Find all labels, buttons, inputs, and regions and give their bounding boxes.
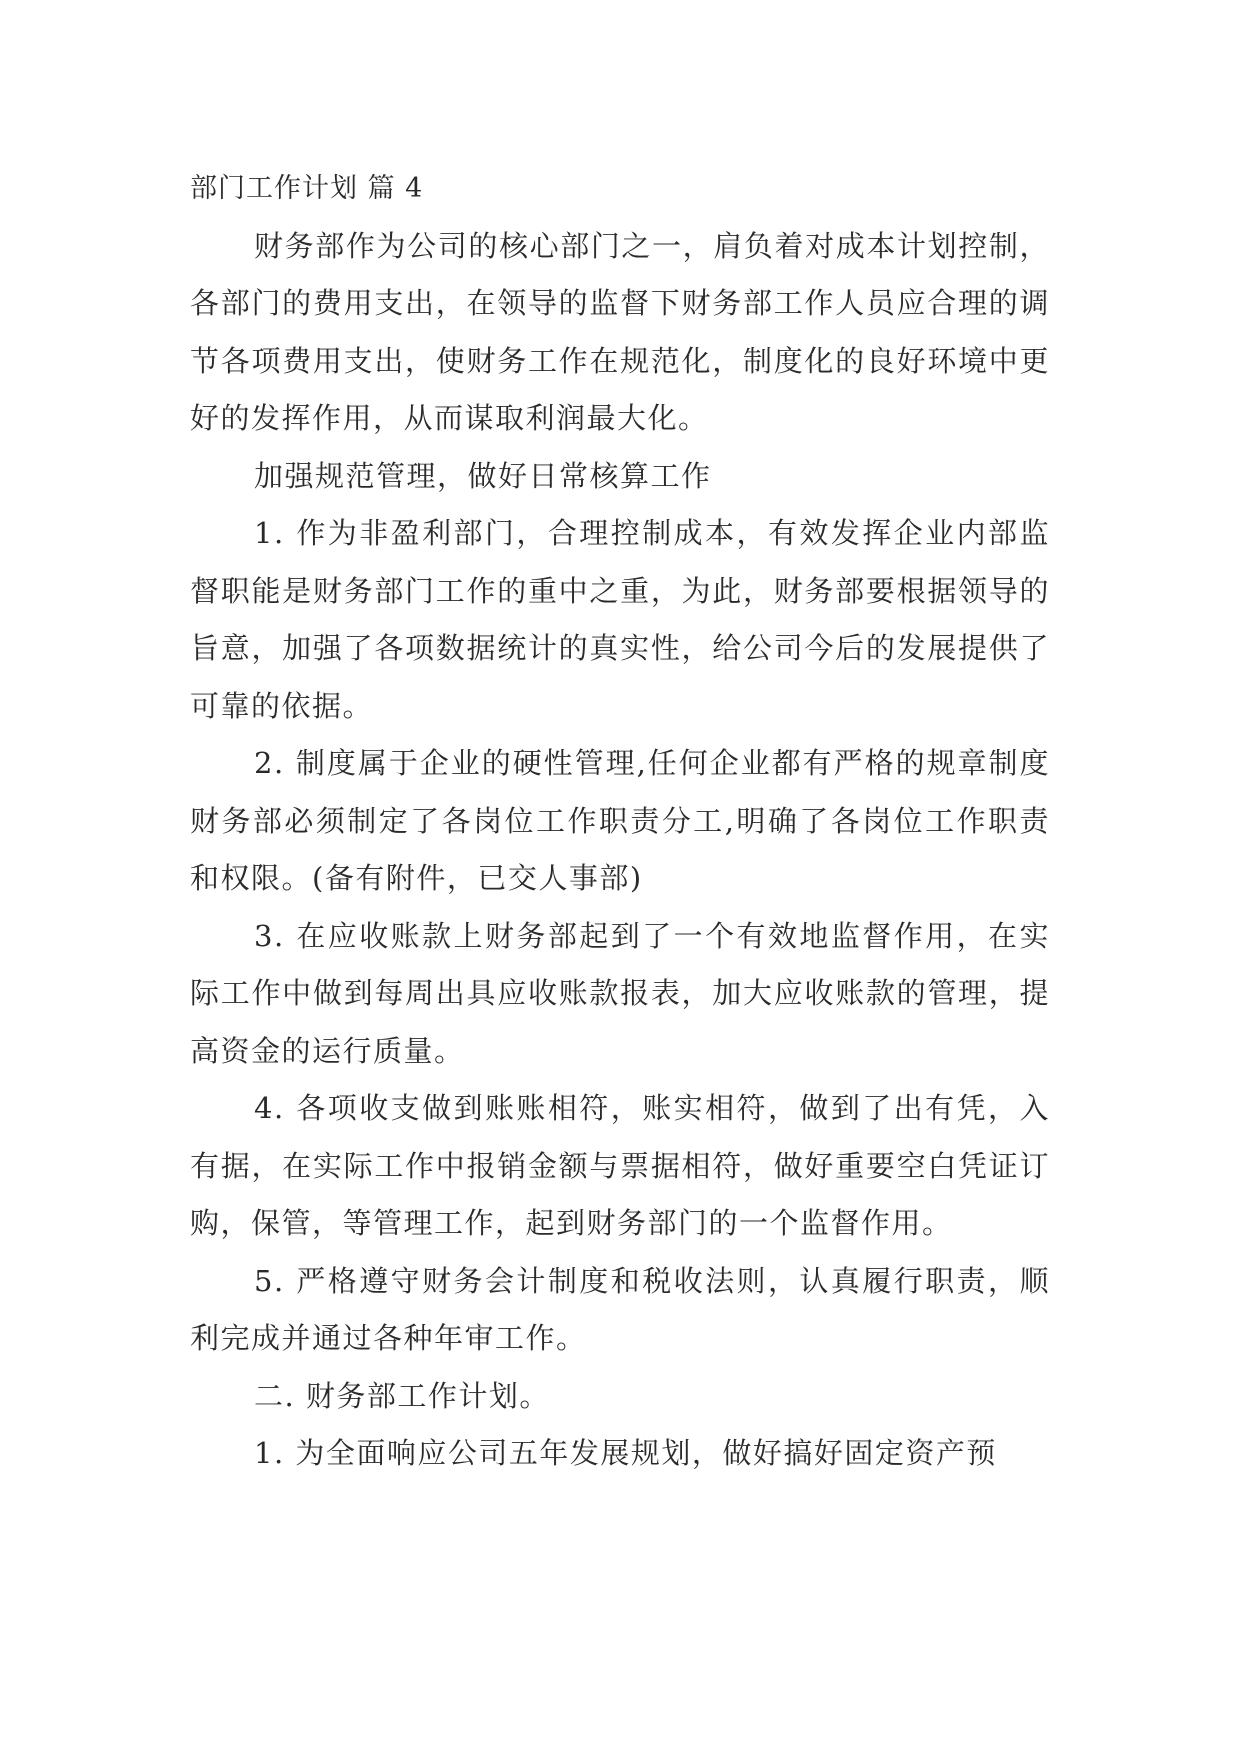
paragraph-item-2: 2. 制度属于企业的硬性管理,任何企业都有严格的规章制度财务部必须制定了各岗位工作职责分工,明确了各岗位工作职责和权限。(备有附件，已交人事部) xyxy=(190,746,1050,895)
paragraph-section-2-item-1: 1. 为全面响应公司五年发展规划，做好搞好固定资产预 xyxy=(254,1436,997,1470)
paragraph-heading-management: 加强规范管理，做好日常核算工作 xyxy=(254,458,712,493)
paragraph-section-2-heading: 二. 财务部工作计划。 xyxy=(254,1378,550,1413)
document-title: 部门工作计划 篇 4 xyxy=(190,173,424,204)
paragraph-item-4: 4. 各项收支做到账账相符，账实相符，做到了出有凭，入有据，在实际工作中报销金额与票据相符，做好重要空白凭证订购，保管，等管理工作，起到财务部门的一个监督作用。 xyxy=(190,1091,1050,1240)
paragraph-intro: 财务部作为公司的核心部门之一，肩负着对成本计划控制，各部门的费用支出，在领导的监督下财务部工作人员应合理的调节各项费用支出，使财务工作在规范化，制度化的良好环境中更好的发挥作用，从而谋取利润最大化。 xyxy=(190,228,1050,435)
paragraph-item-1: 1. 作为非盈利部门，合理控制成本，有效发挥企业内部监督职能是财务部门工作的重中之重，为此，财务部要根据领导的旨意，加强了各项数据统计的真实性，给公司今后的发展提供了可靠的依据。 xyxy=(190,516,1050,723)
paragraph-item-5: 5. 严格遵守财务会计制度和税收法则，认真履行职责，顺利完成并通过各种年审工作。 xyxy=(190,1263,1050,1355)
document-body xyxy=(190,160,1050,1483)
paragraph-item-3: 3. 在应收账款上财务部起到了一个有效地监督作用，在实际工作中做到每周出具应收账款报表，加大应收账款的管理，提高资金的运行质量。 xyxy=(190,918,1050,1068)
